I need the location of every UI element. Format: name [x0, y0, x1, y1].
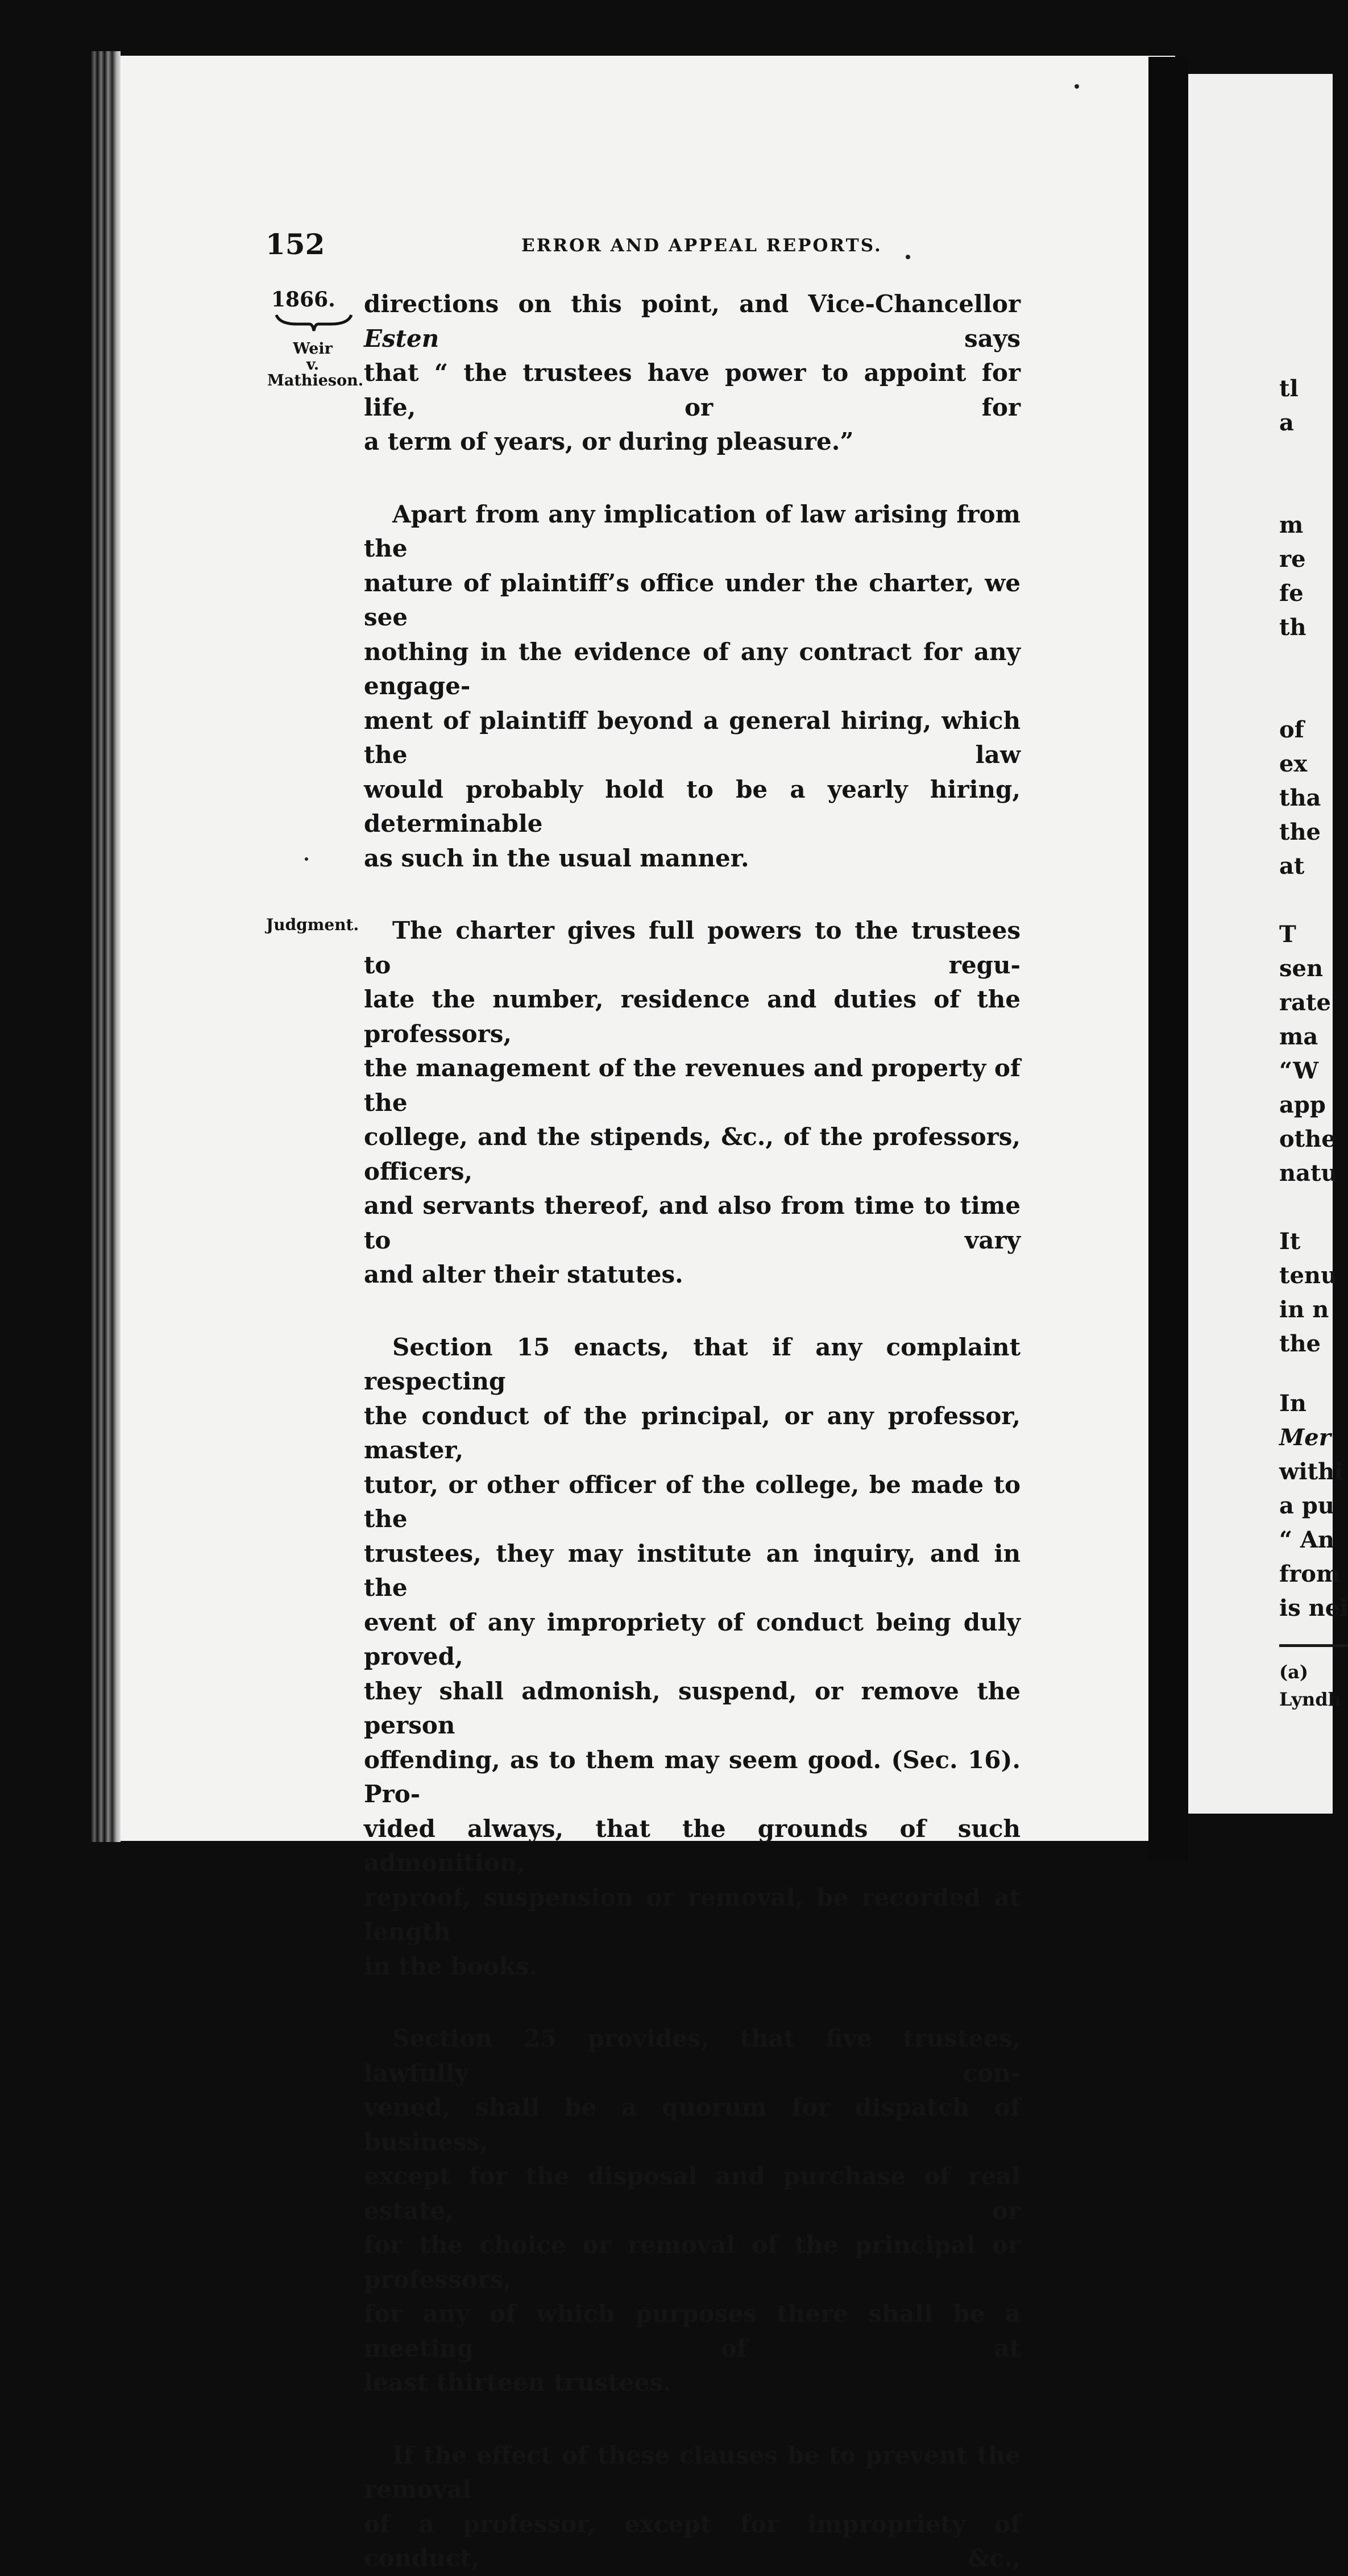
text-line: college, and the stipends, &c., of the professors, officers, — [364, 1123, 1021, 1185]
print-speck — [1075, 84, 1079, 89]
fragment: is nei — [1279, 1595, 1348, 1621]
text-line: would probably hold to be a yearly hiring, determinable — [364, 775, 1021, 837]
paragraph-6 — [364, 2438, 1021, 2576]
fragment: tl — [1279, 375, 1299, 402]
text-line: nothing in the evidence of any contract for any engage- — [364, 637, 1021, 700]
case-party-1: Weir — [293, 340, 333, 358]
text-line: Apart from any implication of law arising from the — [364, 500, 1021, 562]
margin-judgment: Judgment. — [266, 915, 359, 934]
text-line: offending, as to them may seem good. (Sec. 16). Pro- — [364, 1745, 1021, 1808]
text-line: tutor, or other officer of the college, be made to the — [364, 1470, 1021, 1533]
text-line: a term of years, or during pleasure.” — [364, 428, 854, 455]
fragment: ma — [1279, 1023, 1318, 1050]
fragment: (a) — [1279, 1661, 1309, 1683]
text-line: directions on this point, and Vice-Chancellor Esten says — [364, 290, 1021, 352]
text-line: that “ the trustees have power to appoint for life, or for — [364, 359, 1021, 421]
fragment: natu — [1279, 1160, 1338, 1187]
italic-name: Esten — [364, 324, 439, 352]
text-line: ment of plaintiff beyond a general hiring, which the law — [364, 706, 1021, 769]
text-line: for any of which purposes there shall be a meeting of at — [364, 2300, 1021, 2362]
text-line: and alter their statutes. — [364, 1260, 683, 1288]
fragment: app — [1279, 1092, 1326, 1118]
fragment: In — [1279, 1390, 1306, 1417]
case-versus: v. — [306, 356, 320, 374]
margin-brace — [274, 312, 354, 338]
paragraph-5 — [364, 2022, 1021, 2400]
fragment: the — [1279, 1330, 1321, 1357]
fragment: a pu — [1279, 1492, 1334, 1519]
fragment: a — [1279, 409, 1294, 436]
text-line: late the number, residence and duties of the professors, — [364, 985, 1021, 1048]
text-line: nature of plaintiff’s office under the charter, we see — [364, 569, 1021, 631]
text-line: the management of the revenues and property of the — [364, 1054, 1021, 1117]
fragment: ex — [1279, 750, 1308, 777]
fragment: sen — [1279, 955, 1324, 982]
text-line: vided always, that the grounds of such admonition, — [364, 1814, 1021, 1877]
text-line: the conduct of the principal, or any professor, master, — [364, 1401, 1021, 1464]
page-header — [266, 227, 1022, 267]
fragment: m — [1279, 512, 1304, 538]
fragment: tenu — [1279, 1262, 1338, 1289]
fragment: Mer — [1279, 1424, 1331, 1451]
fragment: th — [1279, 614, 1306, 641]
fragment: fe — [1279, 580, 1304, 607]
fragment: re — [1279, 546, 1306, 573]
fragment: othe — [1279, 1126, 1336, 1152]
paragraph-4 — [364, 1330, 1021, 1984]
page-fold-shadow — [1148, 57, 1188, 1859]
text-line: in the books. — [364, 1952, 538, 1980]
margin-year: 1866. — [271, 288, 335, 312]
fragment: from — [1279, 1561, 1341, 1587]
fragment: Lyndh — [1279, 1689, 1341, 1710]
text-line: event of any impropriety of conduct being duly proved, — [364, 1608, 1021, 1670]
text-line: and servants thereof, and also from time to time to vary — [364, 1192, 1021, 1254]
text-line: vened, shall be a quorum for dispatch of business, — [364, 2093, 1021, 2156]
margin-case-name — [267, 340, 364, 389]
text-line: of a professor, except for impropriety of conduct, &c., — [364, 2509, 1021, 2572]
fragment: T — [1279, 921, 1296, 948]
fragment: withi — [1279, 1458, 1343, 1485]
running-title: ERROR AND APPEAL REPORTS. — [521, 235, 882, 256]
right-page-fragments — [1188, 74, 1348, 1814]
fragment: “W — [1279, 1057, 1319, 1084]
paragraph-1 — [364, 287, 1021, 459]
text-line: trustees, they may institute an inquiry, and in the — [364, 1539, 1021, 1602]
paragraph-2 — [364, 497, 1021, 876]
right-page-sliver — [1188, 74, 1348, 1814]
text-line: Section 25 provides, that five trustees, lawfully con- — [364, 2025, 1021, 2087]
text-line: as such in the usual manner. — [364, 844, 749, 872]
text-line: least thirteen trustees. — [364, 2368, 671, 2396]
text-line: they shall admonish, suspend, or remove the person — [364, 1677, 1021, 1739]
text-line: Section 15 enacts, that if any complaint respecting — [364, 1333, 1021, 1395]
fragment: tha — [1279, 785, 1321, 811]
text-line: The charter gives full powers to the trustees to regu- — [364, 916, 1021, 979]
text-line: If the effect of these clauses be to prevent the removal — [364, 2441, 1021, 2503]
fragment: It — [1279, 1228, 1301, 1255]
case-party-2: Mathieson. — [267, 372, 364, 389]
text-line: except for the disposal and purchase of real estate, or — [364, 2162, 1021, 2225]
fragment: at — [1279, 853, 1305, 880]
body-text — [364, 287, 1021, 2576]
book-gutter — [91, 51, 121, 1842]
print-speck — [906, 255, 910, 259]
fragment: in n — [1279, 1296, 1329, 1323]
fragment: rate — [1279, 989, 1331, 1016]
page-number: 152 — [266, 227, 325, 261]
paragraph-3 — [364, 914, 1021, 1292]
fragment: the — [1279, 819, 1321, 845]
fragment: of — [1279, 716, 1304, 743]
text-line: for the choice or removal of the principal or professors, — [364, 2231, 1021, 2293]
text-line: reproof, suspension or removal, be recorded at length — [364, 1883, 1021, 1946]
fragment: “ An — [1279, 1526, 1335, 1553]
footnote-rule — [1279, 1644, 1347, 1647]
print-speck — [305, 857, 308, 861]
